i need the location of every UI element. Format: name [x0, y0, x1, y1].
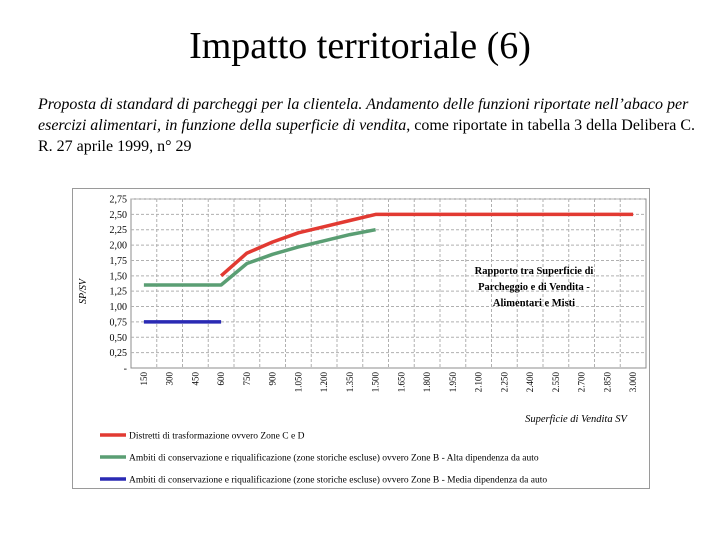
y-tick-label: 0,75 [109, 317, 127, 329]
y-tick-label: 1,25 [109, 286, 127, 298]
y-tick-label: 2,75 [109, 194, 127, 206]
y-tick-label: 2,25 [109, 225, 127, 237]
x-tick-label: 300 [164, 372, 175, 386]
y-tick-label: 0,25 [109, 348, 127, 360]
x-tick-label: 1.950 [447, 372, 458, 393]
y-axis-label: SP/SV [78, 279, 89, 304]
x-tick-label: 2.700 [576, 372, 587, 393]
intro-text [38, 94, 698, 157]
legend-label-2: Ambiti di conservazione e riqualificazione (zone storiche escluse) ovvero Zone B - Alta dipendenza da auto [129, 453, 539, 464]
x-tick-labels [139, 372, 638, 393]
x-tick-label: 2.400 [525, 372, 536, 393]
y-tick-label: 1,50 [109, 271, 127, 283]
intro-regular: , come riportate in tabella 3 della Delibera C. R. 27 aprile 1999, n° 29 [38, 117, 696, 155]
x-tick-label: 750 [241, 372, 252, 386]
x-tick-label: 1.500 [370, 372, 381, 393]
slide-title: Impatto territoriale (6) [189, 25, 531, 67]
x-tick-label: 150 [138, 372, 149, 386]
x-tick-label: 1.800 [422, 372, 433, 393]
x-tick-label: 1.650 [396, 372, 407, 393]
annotation-line: Alimentari e Misti [492, 298, 576, 309]
x-tick-label: 2.100 [473, 372, 484, 393]
y-tick-label: 0,50 [109, 332, 127, 344]
y-tick-label: - [123, 363, 127, 375]
y-tick-labels [110, 195, 128, 375]
y-tick-label: 1,75 [109, 255, 127, 267]
x-tick-label: 2.850 [602, 372, 613, 393]
annotation-line: Rapporto tra Superficie di [474, 266, 594, 277]
x-tick-label: 1.350 [344, 372, 355, 393]
x-axis-label: Superficie di Vendita SV [525, 414, 627, 425]
x-tick-label: 1.200 [319, 372, 330, 393]
legend-label-3: Ambiti di conservazione e riqualificazione (zone storiche escluse) ovvero Zone B - Media dipendenza da auto [129, 475, 548, 486]
x-tick-label: 2.250 [499, 372, 510, 393]
y-tick-label: 2,50 [109, 209, 127, 221]
y-tick-label: 1,00 [109, 302, 127, 314]
x-tick-label: 900 [267, 372, 278, 386]
chart-container [72, 188, 650, 489]
chart-svg [73, 189, 649, 488]
intro-italic: Proposta di standard di parcheggi per la clientela. Andamento delle funzioni riportate nell’abaco per esercizi alimentari, in funzione della superficie di vendita [38, 96, 689, 134]
x-tick-label: 600 [216, 372, 227, 386]
y-tick-label: 2,00 [109, 240, 127, 252]
annotation-line: Parcheggio e di Vendita - [478, 282, 590, 293]
legend [100, 431, 547, 486]
x-tick-label: 450 [190, 372, 201, 386]
legend-label-1: Distretti di trasformazione ovvero Zone C e D [129, 431, 305, 442]
x-tick-label: 1.050 [293, 372, 304, 393]
x-tick-label: 2.550 [550, 372, 561, 393]
x-tick-label: 3.000 [628, 372, 639, 393]
